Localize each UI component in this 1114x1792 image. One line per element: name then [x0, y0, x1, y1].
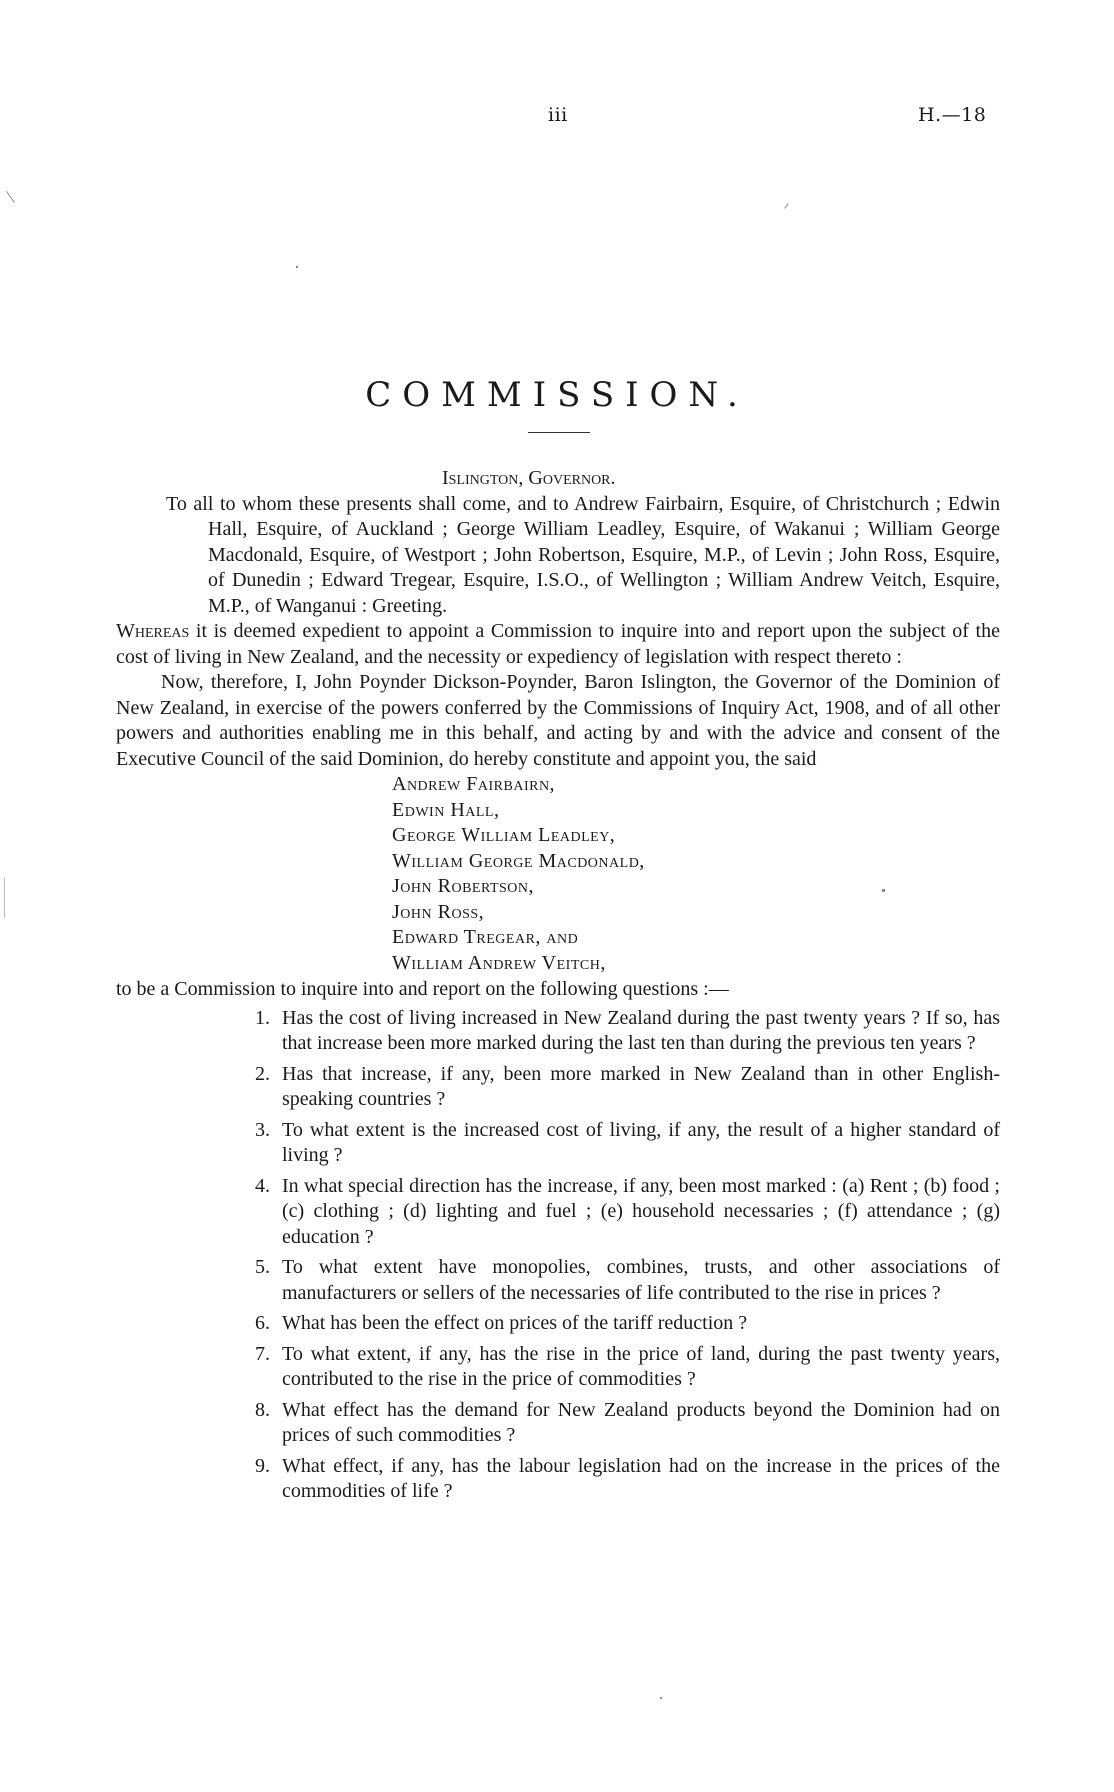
question-number: 9. [255, 1454, 270, 1477]
question-item [116, 1255, 1000, 1306]
question-number: 1. [255, 1006, 270, 1029]
question-text: What effect has the demand for New Zealand products beyond the Dominion had on prices of such commodities ? [282, 1398, 1000, 1446]
question-item [116, 1062, 1000, 1113]
scan-speck [784, 203, 789, 208]
question-item [116, 1174, 1000, 1251]
question-text: What has been the effect on prices of the tariff reduction ? [282, 1312, 748, 1334]
to-be-paragraph: to be a Commission to inquire into and report on the following questions :— [116, 978, 729, 1000]
whereas-lead: Whereas [116, 620, 190, 642]
question-text: To what extent have monopolies, combines, trusts, and other associations of manufacturers or sellers of the necessaries of life contributed to the rise in prices ? [282, 1256, 1000, 1304]
question-number: 3. [255, 1118, 270, 1141]
commissioner-name: George William Leadley, [392, 824, 616, 846]
question-text: To what extent is the increased cost of living, if any, the result of a higher standard of living ? [282, 1118, 1000, 1166]
commissioner-name: John Robertson, [392, 875, 535, 897]
commissioner-name: Edward Tregear, and [392, 926, 579, 948]
commissioner-name: Edwin Hall, [392, 798, 500, 821]
question-number: 4. [255, 1174, 270, 1197]
question-text: In what special direction has the increase, if any, been most marked : (a) Rent ; (b) food ; (c) clothing ; (d) lighting and fuel ; (e) household necessaries ; (f) attendance ; (g) education ? [282, 1174, 1000, 1248]
commissioner-list [116, 772, 1000, 976]
scan-speck [660, 1697, 662, 1699]
scan-speck [4, 878, 5, 918]
page-number: iii [548, 104, 568, 126]
question-text: Has the cost of living increased in New Zealand during the past twenty years ? If so, has that increase been more marked during the last ten than during the previous ten years ? [282, 1006, 1000, 1054]
question-number: 7. [255, 1342, 270, 1365]
addressee-paragraph: To all to whom these presents shall come, and to Andrew Fairbairn, Esquire, of Christchurch ; Edwin Hall, Esquire, of Auckland ; George William Leadley, Esquire, of Wakanui ; William George Macdonald, Esquire, of Westport ; John Robertson, Esquire, M.P., of Levin ; John Ross, Esquire, of Dunedin ; Edward Tregear, Esquire, I.S.O., of Wellington ; William Andrew Veitch, Esquire, M.P., of Wanganui : Greeting. [166, 492, 1000, 617]
question-item [116, 1342, 1000, 1393]
commissioner-name: John Ross, [392, 900, 485, 923]
question-item [116, 1311, 1000, 1337]
question-text: What effect, if any, has the labour legislation had on the increase in the prices of the commodities of life ? [282, 1454, 1000, 1502]
whereas-text: it is deemed expedient to appoint a Commission to inquire into and report upon the subject of the cost of living in New Zealand, and the necessity or expediency of legislation with respect thereto : [116, 620, 1000, 668]
now-therefore-paragraph: Now, therefore, I, John Poynder Dickson-Poynder, Baron Islington, the Governor of the Dominion of New Zealand, in exercise of the powers conferred by the Commissions of Inquiry Act, 1908, and of all other powers and authorities enabling me in this behalf, and acting by and with the advice and consent of the Executive Council of the said Dominion, do hereby constitute and appoint you, the said [116, 671, 1000, 770]
question-list [116, 1006, 1000, 1505]
title-rule [528, 432, 590, 433]
question-item [116, 1006, 1000, 1057]
question-item [116, 1118, 1000, 1169]
question-text: Has that increase, if any, been more marked in New Zealand than in other English-speaking countries ? [282, 1062, 1000, 1110]
scan-speck [296, 266, 298, 268]
question-number: 5. [255, 1256, 270, 1278]
question-number: 2. [255, 1062, 270, 1085]
governor-line: Islington, Governor. [442, 467, 616, 489]
question-item [116, 1454, 1000, 1505]
question-text: To what extent, if any, has the rise in the price of land, during the past twenty years, contributed to the rise in the price of commodities ? [282, 1342, 1000, 1390]
commissioner-name: William Andrew Veitch, [392, 951, 606, 974]
commission-body [116, 466, 1000, 1510]
commissioner-name: William George Macdonald, [392, 849, 645, 872]
question-item [116, 1398, 1000, 1449]
document-reference: H.—18 [918, 104, 987, 126]
question-number: 6. [255, 1312, 270, 1334]
scan-speck [6, 191, 15, 203]
page-title: COMMISSION. [365, 374, 749, 415]
question-number: 8. [255, 1398, 270, 1421]
commissioner-name: Andrew Fairbairn, [392, 773, 556, 795]
whereas-paragraph [116, 619, 1000, 670]
